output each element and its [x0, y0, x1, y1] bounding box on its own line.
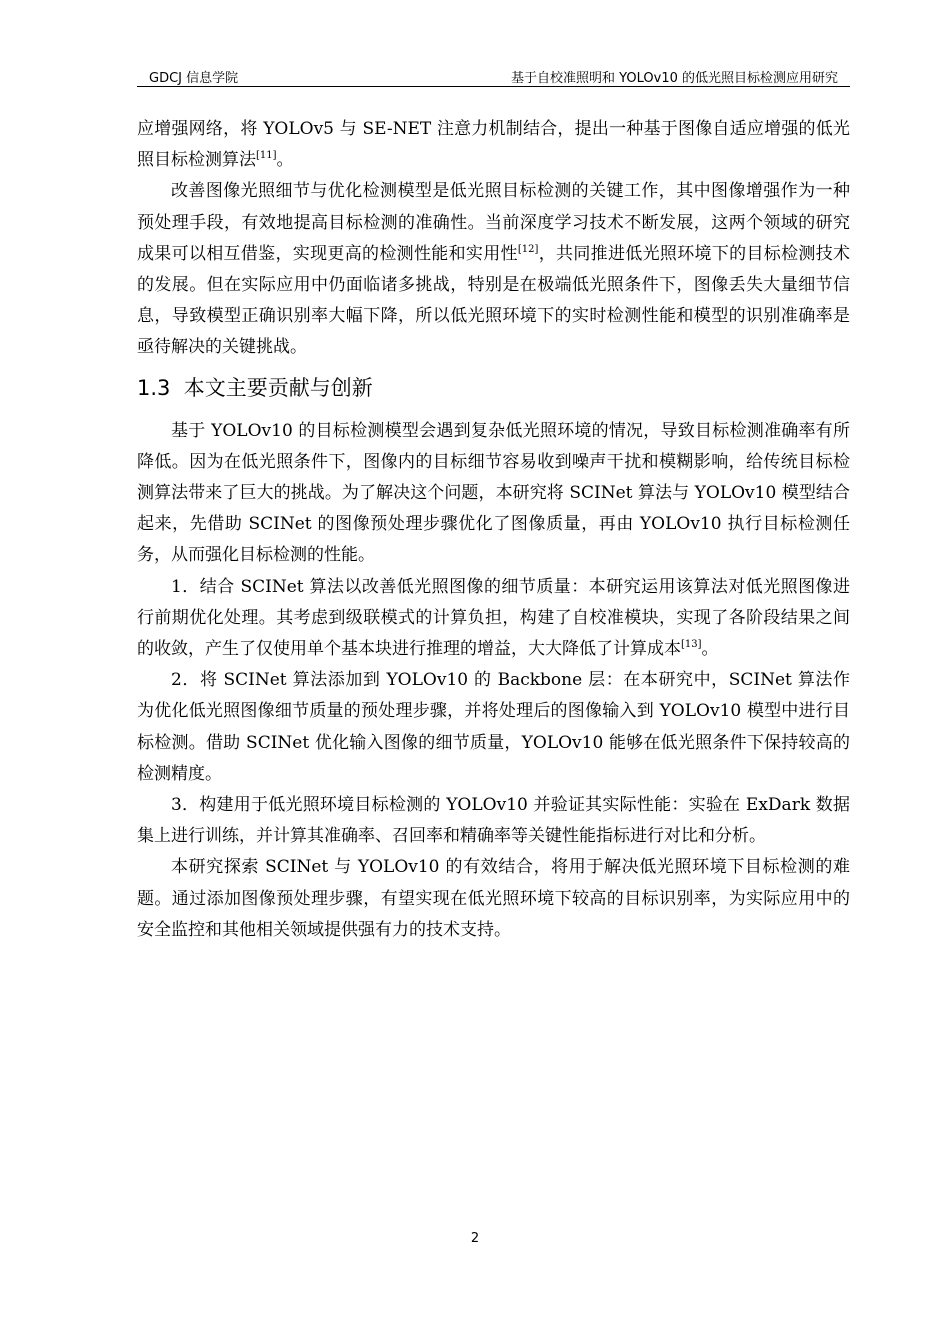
contribution-item	[137, 665, 850, 790]
paragraph	[137, 176, 850, 363]
section-heading	[137, 368, 850, 408]
contribution-item	[137, 572, 850, 666]
paragraph-continued	[137, 114, 850, 176]
page-body	[137, 114, 850, 946]
citation: [11]	[256, 150, 277, 162]
citation: [12]	[517, 243, 539, 255]
header-rule	[137, 86, 850, 87]
section-title: 本文主要贡献与创新	[183, 375, 373, 400]
paragraph-tail: 。	[276, 150, 294, 171]
paragraph-tail: 。	[701, 639, 719, 660]
section-number: 1.3	[137, 375, 171, 400]
paragraph-text: 3．构建用于低光照环境目标检测的 YOLOv10 并验证其实际性能：实验在 ExDark 数据集上进行训练，并计算其准确率、召回率和精确率等关键性能指标进行对比和分析。	[137, 795, 850, 847]
paragraph-tail: ，共同推进低光照环境下的目标检测技术的发展。但在实际应用中仍面临诸多挑战，特别是在极端低光照条件下，图像丢失大量细节信息，导致模型正确识别率大幅下降，所以低光照环境下的实时检测性能和模型的识别准确率是亟待解决的关键挑战。	[137, 243, 851, 358]
paragraph-text: 应增强网络，将 YOLOv5 与 SE-NET 注意力机制结合，提出一种基于图像自适应增强的低光照目标检测算法	[137, 119, 850, 171]
paragraph-text: 1．结合 SCINet 算法以改善低光照图像的细节质量：本研究运用该算法对低光照图像进行前期优化处理。其考虑到级联模式的计算负担，构建了自校准模块，实现了各阶段结果之间的收敛，产生了仅使用单个基本块进行推理的增益，大大降低了计算成本	[137, 576, 850, 660]
paragraph-text: 2．将 SCINet 算法添加到 YOLOv10 的 Backbone 层：在本研究中，SCINet 算法作为优化低光照图像细节质量的预处理步骤，并将处理后的图像输入到 YOLOv10 模型中进行目标检测。借助 SCINet 优化输入图像的细节质量，YOLOv10 能够在低光照条件下保持较高的检测精度。	[137, 670, 850, 784]
paragraph-text: 基于 YOLOv10 的目标检测模型会遇到复杂低光照环境的情况，导致目标检测准确率有所降低。因为在低光照条件下，图像内的目标细节容易收到噪声干扰和模糊影响，给传统目标检测算法带来了巨大的挑战。为了解决这个问题，本研究将 SCINet 算法与 YOLOv10 模型结合起来，先借助 SCINet 的图像预处理步骤优化了图像质量，再由 YOLOv10 执行目标检测任务，从而强化目标检测的性能。	[137, 420, 850, 566]
paragraph-text: 本研究探索 SCINet 与 YOLOv10 的有效结合，将用于解决低光照环境下目标检测的难题。通过添加图像预处理步骤，有望实现在低光照环境下较高的目标识别率，为实际应用中的安全监控和其他相关领域提供强有力的技术支持。	[137, 857, 850, 940]
paragraph	[137, 416, 850, 572]
header-title: 基于自校准照明和 YOLOv10 的低光照目标检测应用研究	[511, 71, 838, 86]
page-number: 2	[470, 1231, 480, 1246]
citation: [13]	[681, 639, 702, 651]
running-header	[137, 67, 850, 87]
paragraph	[137, 852, 850, 946]
header-institution: GDCJ 信息学院	[149, 71, 239, 86]
paragraph-text: 改善图像光照细节与优化检测模型是低光照目标检测的关键工作，其中图像增强作为一种预处理手段，有效地提高目标检测的准确性。当前深度学习技术不断发展，这两个领域的研究成果可以相互借鉴，实现更高的检测性能和实用性	[137, 181, 850, 264]
contribution-item	[137, 790, 850, 852]
